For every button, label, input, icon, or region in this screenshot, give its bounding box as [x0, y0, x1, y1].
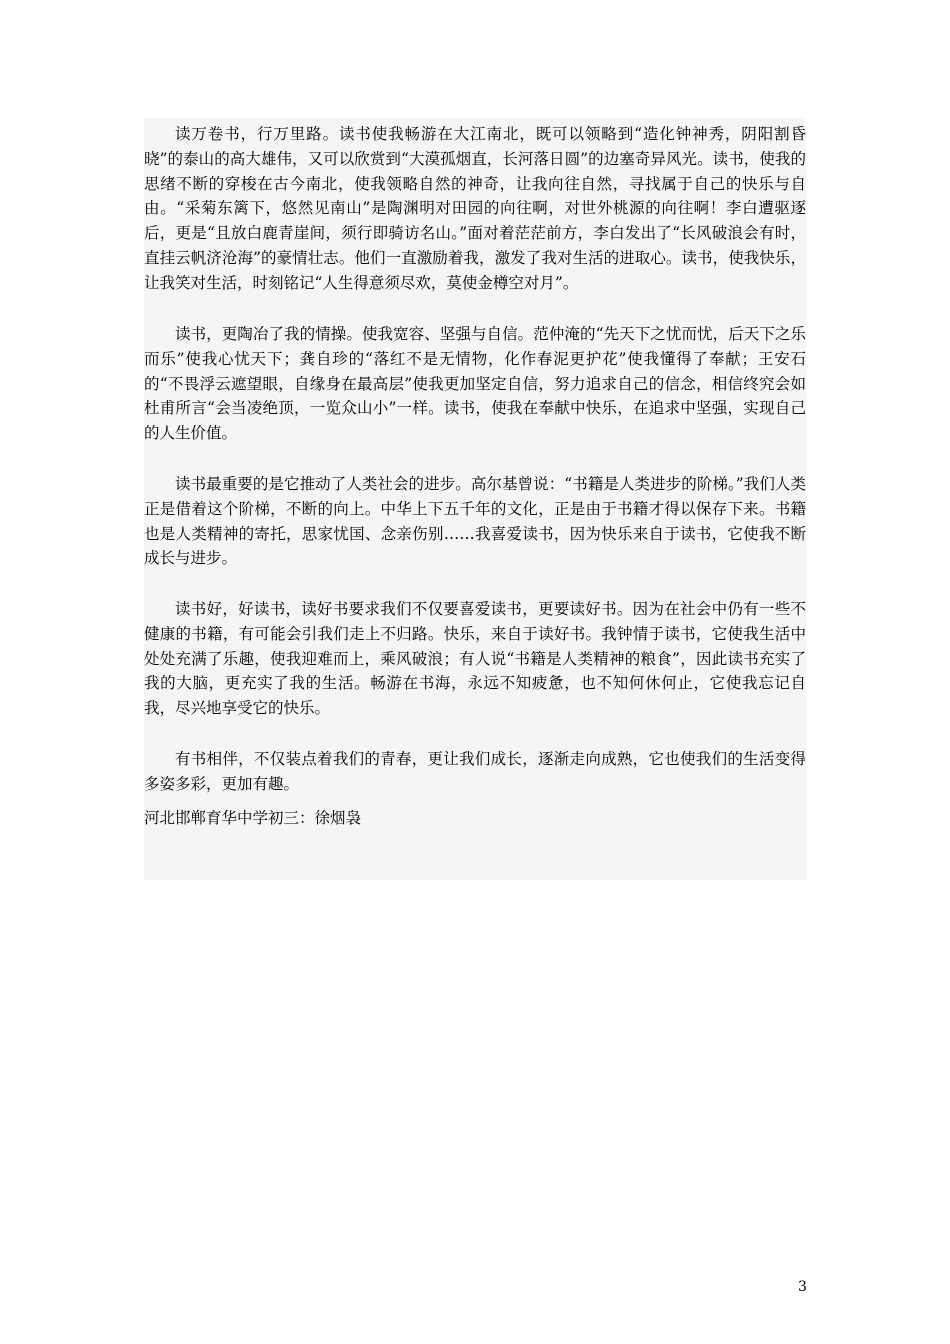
paragraph-3: 读书最重要的是它推动了人类社会的进步。高尔基曾说：“书籍是人类进步的阶梯。”我们人类正是借着这个阶梯，不断的向上。中华上下五千年的文化，正是由于书籍才得以保存下来。书籍也是人类精神的寄托，思家忧国、念亲伤别……我喜爱读书，因为快乐来自于读书，它使我不断成长与进步。: [144, 475, 806, 568]
author-signature: 河北邯郸育华中学初三：徐烟袅: [144, 809, 362, 827]
paragraph-1: 读万卷书，行万里路。读书使我畅游在大江南北，既可以领略到“造化钟神秀，阴阳割昏晓”的泰山的高大雄伟，又可以欣赏到“大漠孤烟直，长河落日圆”的边塞奇异风光。读书，使我的思绪不断的穿梭在古今南北，使我领略自然的神奇，让我向往自然，寻找属于自己的快乐与自由。“采菊东篱下，悠然见南山”是陶渊明对田园的向往啊，对世外桃源的向往啊！李白遭驱逐后，更是“且放白鹿青崖间，须行即骑访名山。”面对着茫茫前方，李白发出了“长风破浪会有时，直挂云帆济沧海”的豪情壮志。他们一直激励着我，激发了我对生活的进取心。读书，使我快乐，让我笑对生活，时刻铭记“人生得意须尽欢，莫使金樽空对月”。: [144, 125, 806, 292]
paragraph-4: 读书好，好读书，读好书要求我们不仅要喜爱读书，更要读好书。因为在社会中仍有一些不健康的书籍，有可能会引我们走上不归路。快乐，来自于读好书。我钟情于读书，它使我生活中处处充满了乐趣，使我迎难而上，乘风破浪；有人说“书籍是人类精神的粮食”，因此读书充实了我的大脑，更充实了我的生活。畅游在书海，永远不知疲惫，也不知何休何止，它使我忘记自我，尽兴地享受它的快乐。: [144, 600, 806, 718]
paragraph-5: 有书相伴，不仅装点着我们的青春，更让我们成长，逐渐走向成熟，它也使我们的生活变得多姿多彩，更加有趣。: [144, 750, 806, 793]
page-number: 3: [798, 1279, 807, 1295]
paragraph-2: 读书，更陶冶了我的情操。使我宽容、坚强与自信。范仲淹的“先天下之忧而忧，后天下之乐而乐”使我心忧天下；龚自珍的“落红不是无情物，化作春泥更护花”使我懂得了奉献；王安石的“不畏浮云遮望眼，自缘身在最高层”使我更加坚定自信，努力追求自己的信念，相信终究会如杜甫所言“会当凌绝顶，一览众山小”一样。读书，使我在奉献中快乐，在追求中坚强，实现自己的人生价值。: [144, 325, 806, 443]
article-body: [144, 118, 806, 880]
